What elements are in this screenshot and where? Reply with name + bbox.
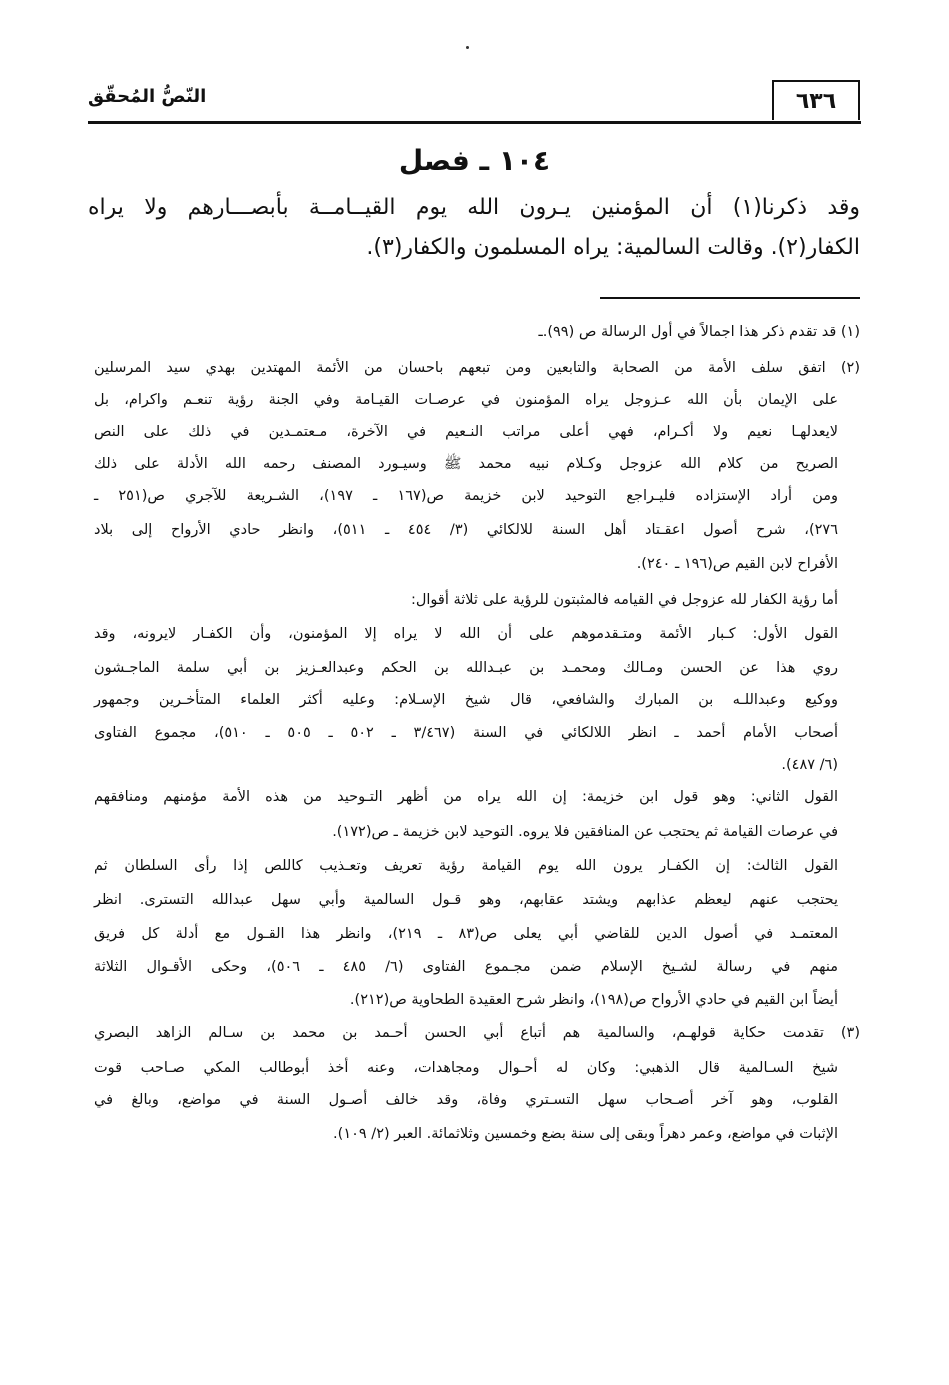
footnote-line: ٢٧٦)، شرح أصول اعقـتاد أهل السنة للالكائي (٣/ ٤٥٤ ـ ٥١١)، وانظر حادي الأرواح إلى بلاد [94,522,839,538]
footnote-line: (١) قد تقدم ذكر هذا اجمالاً في أول الرسالة ص (٩٩).ـ [538,324,860,340]
footnote-rule [600,297,860,299]
footnote-line: القول الثاني: وهو قول ابن خزيمة: إن الله يراه من أظهر التـوحيد من هذه الأمة مؤمنهم ومنافقهم [94,789,838,805]
footnote-line: القلوب، وهو آخر أصـحاب سهل التسـتري وفاة، وقد خالف أصـول السنة في مواضع، وبالغ في [94,1092,838,1108]
footnote-line: روي هذا عن الحسن ومـالك ومحمـد بن عبـدالله بن الحكم وعبدالعـزيز بن أبي سلمة الماجـشون [94,660,838,676]
running-title: النّصُّ المُحقّق [88,86,207,107]
footnote-line: شيخ السـالمية قال الذهبي: وكان له أحـوال ومجاهدات، وعنه أخذ أبوطالب المكي صـاحب قوت [94,1060,838,1076]
footnote-line: الأفراح لابن القيم ص(١٩٦ ـ ٢٤٠). [636,556,838,572]
footnote-line: أيضاً ابن القيم في حادي الأرواح ص(١٩٨)، وانظر شرح العقيدة الطحاوية ص(٢١٢). [349,992,838,1008]
footnote-line: ووكيع وعبداللـه بن المبارك والشافعي، قال شيخ الإسـلام: وعليه أكثر العلماء المتأخـرين وجمهور [94,692,838,708]
footnote-line: الصريح من كلام الله عزوجل وكـلام نبيه محمد ﷺ وسيـورد المصنف رحمه الله الأدلة على ذلك [94,456,838,472]
footnote-line: (٦/ ٤٨٧). [781,757,838,773]
body-line: الكفار(٢). وقالت السالمية: يراه المسلمون والكفار(٣). [366,235,860,260]
footnote-line: لايعدلهـا نعيم ولا أكـرام، فهي أعلى مراتب النـعيم في الآخرة، مـعتمـدين في ذلك على النص [94,424,838,440]
footnote-line: (٣) تقدمت حكاية قولهـم، والسالمية هم أتباع أبي الحسن أحـمد بن محمد بن سـالم الزاهد البصري [94,1025,860,1041]
footnote-line: ومن أراد الإستزاده فليـراجع التوحيد لابن خزيمة ص(١٦٧ ـ ١٩٧)، الشـريعة للآجري ص(٢٥١ ـ [94,488,839,504]
footnote-line: يحتجب عنهم ليعظم عذابهم ويشتد عقابهم، وهو قـول السالمية وأبي سهل عبدالله التسترى. انظر [94,892,838,908]
footnote-line: في عرصات القيامة ثم يحتجب عن المنافقين فلا يروه. التوحيد لابن خزيمة ـ ص(١٧٢). [332,824,838,840]
footnote-line: على الإيمان بأن الله عـزوجل يراه المؤمنون في عرصـات القيـامة وفي الجنة رؤية تنعـم واكرام، بل [94,392,838,408]
footnote-line: أصحاب الأمام أحمد ـ انظر اللالكائي في السنة (٣/٤٦٧ ـ ٥٠٢ ـ ٥٠٥ ـ ٥١٠)، مجموع الفتاوى [94,725,839,741]
body-line: وقد ذكرنا(١) أن المؤمنين يـرون الله يوم القيــامــة بأبصـــارهم ولا يراه [88,195,861,220]
scan-speck [466,46,469,49]
footnote-line: المعتمـد في أصول الدين للقاضي أبي يعلى ص(٨٣ ـ ٢١٩)، وانظر هذا القـول مع أدلة كل فريق [94,926,839,942]
footnote-line: (٢) اتفق سلف الأمة من الصحابة والتابعين ومن تبعهم باحسان من الأئمة المهتدين بهدي سيد المرسلين [94,360,860,376]
page-number: ٦٣٦ [772,80,860,120]
header-rule [88,121,861,124]
footnote-line: القول الأول: كـبار الأئمة ومتـقدموهم على أن الله لا يراه إلا المؤمنون، وأن الكفـار لايرونه، وقد [94,626,838,642]
footnote-line: أما رؤية الكفار لله عزوجل في القيامه فالمثبتون للرؤية على ثلاثة أقوال: [410,592,838,608]
section-title: ١٠٤ ـ فصل [398,144,551,177]
footnote-line: الإثبات في مواضع، وعمر دهراً وبقى إلى سنة بضع وخمسين وثلاثمائة. العبر (٢/ ١٠٩). [333,1126,838,1142]
footnote-line: القول الثالث: إن الكفـار يرون الله يوم القيامة رؤية تعريف وتعـذيب كاللص إذا رأى السلطان ثم [94,858,838,874]
footnote-line: منهم في رسالة لشـيخ الإسلام ضمن مجـموع الفتاوى (٦/ ٤٨٥ ـ ٥٠٦)، وحكى الأقـوال الثلاثة [94,959,838,975]
